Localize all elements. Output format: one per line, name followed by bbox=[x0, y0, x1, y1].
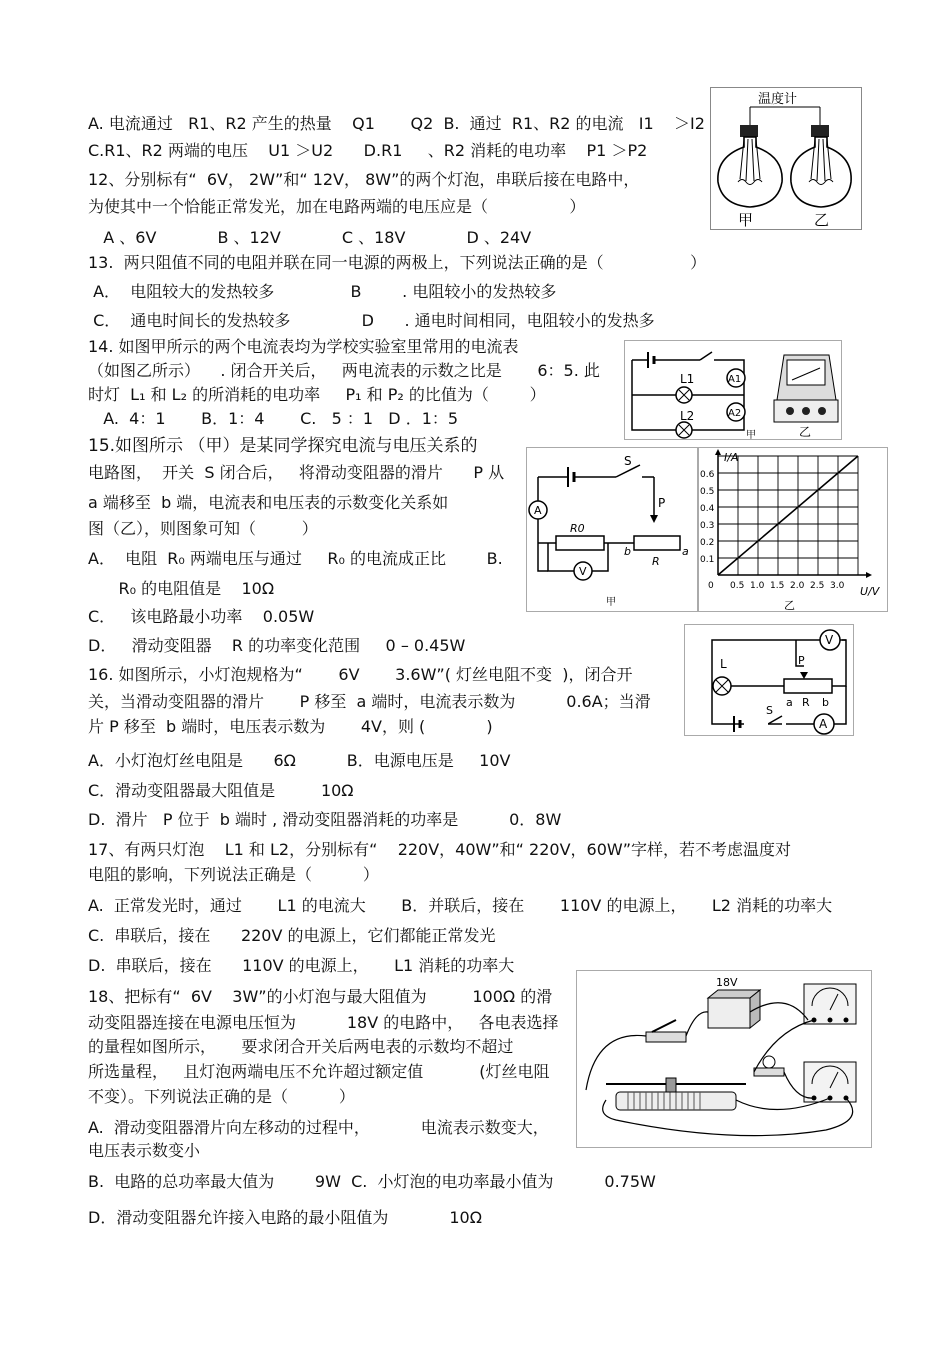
voltmeter-label: V bbox=[825, 633, 834, 647]
x-axis-label: U/V bbox=[860, 585, 880, 598]
voltmeter-label: V bbox=[579, 565, 587, 578]
end-b-label: b bbox=[822, 696, 829, 709]
text-line: 18、把标有“ 6V 3W”的小灯泡与最大阻值为 100Ω 的滑 bbox=[88, 987, 553, 1006]
y-tick-label: 0.6 bbox=[700, 470, 715, 480]
y-tick-label: 0.4 bbox=[700, 504, 715, 514]
text-line: 为使其中一个恰能正常发光，加在电路两端的电压应是（ ） bbox=[88, 197, 586, 216]
text-line: 动变阻器连接在电源电压恒为 18V 的电路中， 各电表选择 bbox=[88, 1013, 559, 1032]
text-line: C．滑动变阻器最大阻值是 10Ω bbox=[88, 781, 354, 800]
figure-yi-caption: 乙 bbox=[799, 425, 812, 439]
text-line: D. 滑片 P 位于 b 端时 , 滑动变阻器消耗的功率是 0．8W bbox=[88, 810, 562, 829]
text-line: 电路图， 开关 S 闭合后， 将滑动变阻器的滑片 P 从 bbox=[88, 463, 505, 482]
lamp-l1-label: L1 bbox=[680, 372, 695, 386]
text-line: A. 正常发光时，通过 L1 的电流大 B．并联后，接在 110V 的电源上， L2 消耗的功率大 bbox=[88, 896, 833, 915]
text-line: 关，当滑动变阻器的滑片 P 移至 a 端时，电流表示数为 0.6A；当滑 bbox=[88, 692, 651, 711]
text-line: 15.如图所示 （甲）是某同学探究电流与电压关系的 bbox=[88, 436, 478, 456]
rheostat-r-label: R bbox=[652, 555, 660, 568]
text-line: C． 通电时间长的发热较多 D . 通电时间相同，电阻较小的发热多 bbox=[88, 311, 655, 330]
text-line: 不变）。下列说法正确的是（ ） bbox=[88, 1087, 355, 1106]
text-line: A 、6V B 、12V C 、18V D 、24V bbox=[88, 228, 532, 247]
question-15-circuit-figure bbox=[526, 447, 698, 612]
rheostat-r-label: R bbox=[802, 696, 810, 709]
text-line: A．小灯泡灯丝电阻是 6Ω B．电源电压是 10V bbox=[88, 751, 511, 770]
y-tick-label: 0.1 bbox=[700, 555, 715, 565]
ammeter-a1-label: A1 bbox=[728, 374, 742, 385]
y-tick-label: 0.3 bbox=[700, 521, 715, 531]
text-line: A. 电流通过 R1、R2 产生的热量 Q1 Q2 B. 通过 R1、R2 的电流 I1 ＞I2 bbox=[88, 114, 705, 133]
y-tick-label: 0.2 bbox=[700, 538, 715, 548]
text-line: 时灯 L₁ 和 L₂ 的所消耗的电功率 P₁ 和 P₂ 的比值为（ ） bbox=[88, 385, 546, 404]
text-line: C. 串联后，接在 220V 的电源上，它们都能正常发光 bbox=[88, 926, 496, 945]
text-line: （如图乙所示） . 闭合开关后， 两电流表的示数之比是 6：5. 此 bbox=[88, 361, 600, 380]
switch-s-label: S bbox=[624, 454, 632, 468]
switch-s-label: S bbox=[766, 704, 773, 717]
question-15-iu-graph bbox=[698, 447, 888, 612]
x-tick-label: 1.5 bbox=[770, 581, 785, 591]
text-line: 电压表示数变小 bbox=[88, 1141, 201, 1160]
thermometer-label: 温度计 bbox=[758, 92, 798, 107]
text-line: 17、有两只灯泡 L1 和 L2，分别标有“ 220V，40W”和“ 220V，60W”字样，若不考虑温度对 bbox=[88, 840, 791, 859]
text-line: D． 滑动变阻器 R 的功率变化范围 0 – 0.45W bbox=[88, 636, 466, 655]
text-line: A． 电阻较大的发热较多 B . 电阻较小的发热较多 bbox=[88, 282, 557, 301]
text-line: 的量程如图所示， 要求闭合开关后两电表的示数均不超过 bbox=[88, 1037, 514, 1056]
resistor-r0-label: R0 bbox=[570, 522, 585, 535]
question-18-apparatus-figure bbox=[576, 970, 872, 1148]
text-line: C． 该电路最小功率 0.05W bbox=[88, 607, 315, 626]
figure-jia-caption: 甲 bbox=[606, 597, 616, 608]
slider-p-label: P bbox=[658, 496, 666, 510]
text-line: 14. 如图甲所示的两个电流表均为学校实验室里常用的电流表 bbox=[88, 337, 519, 356]
end-a-label: a bbox=[682, 545, 689, 558]
x-tick-label: 0 bbox=[708, 581, 714, 591]
end-b-label: b bbox=[624, 545, 631, 558]
figure-jia-caption: 甲 bbox=[746, 430, 756, 440]
text-line: 片 P 移至 b 端时，电压表示数为 4V，则 ( ) bbox=[88, 717, 493, 736]
graph-caption: 乙 bbox=[784, 599, 795, 612]
question-16-circuit-figure bbox=[684, 624, 854, 736]
text-line: A. 4：1 B．1：4 C. 5 ：1 D ．1：5 bbox=[88, 409, 459, 428]
flask-yi-label: 乙 bbox=[814, 211, 830, 229]
ammeter-label: A bbox=[534, 504, 542, 517]
x-tick-label: 3.0 bbox=[830, 581, 845, 591]
ammeter-label: A bbox=[819, 717, 828, 731]
text-line: 13. 两只阻值不同的电阻并联在同一电源的两极上，下列说法正确的是（ ） bbox=[88, 253, 707, 272]
y-axis-label: I/A bbox=[724, 451, 739, 464]
x-tick-label: 0.5 bbox=[730, 581, 745, 591]
thermometer-flasks-figure bbox=[710, 87, 862, 230]
text-line: R₀ 的电阻值是 10Ω bbox=[88, 579, 275, 598]
text-line: D. 串联后，接在 110V 的电源上， L1 消耗的功率大 bbox=[88, 956, 515, 975]
x-tick-label: 2.5 bbox=[810, 581, 825, 591]
battery-voltage-label: 18V bbox=[716, 976, 738, 989]
text-line: 12、分别标有“ 6V， 2W”和“ 12V， 8W”的两个灯泡，串联后接在电路中， bbox=[88, 170, 640, 189]
lamp-l2-label: L2 bbox=[680, 409, 695, 423]
text-line: 图（乙），则图象可知（ ） bbox=[88, 519, 318, 538]
text-line: 电阻的影响，下列说法正确是（ ） bbox=[88, 865, 379, 884]
text-line: 16. 如图所示，小灯泡规格为“ 6V 3.6W”( 灯丝电阻不变 )，闭合开 bbox=[88, 665, 633, 684]
text-line: A. 滑动变阻器滑片向左移动的过程中， 电流表示数变大， bbox=[88, 1118, 549, 1137]
x-tick-label: 2.0 bbox=[790, 581, 805, 591]
y-tick-label: 0.5 bbox=[700, 487, 715, 497]
flask-jia-label: 甲 bbox=[738, 211, 754, 229]
text-line: A． 电阻 R₀ 两端电压与通过 R₀ 的电流成正比 B. bbox=[88, 549, 503, 568]
text-line: B. 电路的总功率最大值为 9W C. 小灯泡的电功率最小值为 0.75W bbox=[88, 1172, 656, 1191]
end-a-label: a bbox=[786, 696, 793, 709]
lamp-l-label: L bbox=[720, 657, 727, 671]
ammeter-a2-label: A2 bbox=[728, 408, 742, 419]
x-tick-label: 1.0 bbox=[750, 581, 765, 591]
slider-p-label: P bbox=[798, 654, 805, 667]
text-line: C.R1、R2 两端的电压 U1 ＞U2 D.R1 、R2 消耗的电功率 P1 ＞P2 bbox=[88, 141, 648, 160]
question-14-circuit-figure bbox=[624, 340, 842, 440]
text-line: a 端移至 b 端，电流表和电压表的示数变化关系如 bbox=[88, 493, 449, 512]
text-line: 所选量程， 且灯泡两端电压不允许超过额定值 (灯丝电阻 bbox=[88, 1062, 550, 1081]
text-line: D．滑动变阻器允许接入电路的最小阻值为 10Ω bbox=[88, 1208, 482, 1227]
